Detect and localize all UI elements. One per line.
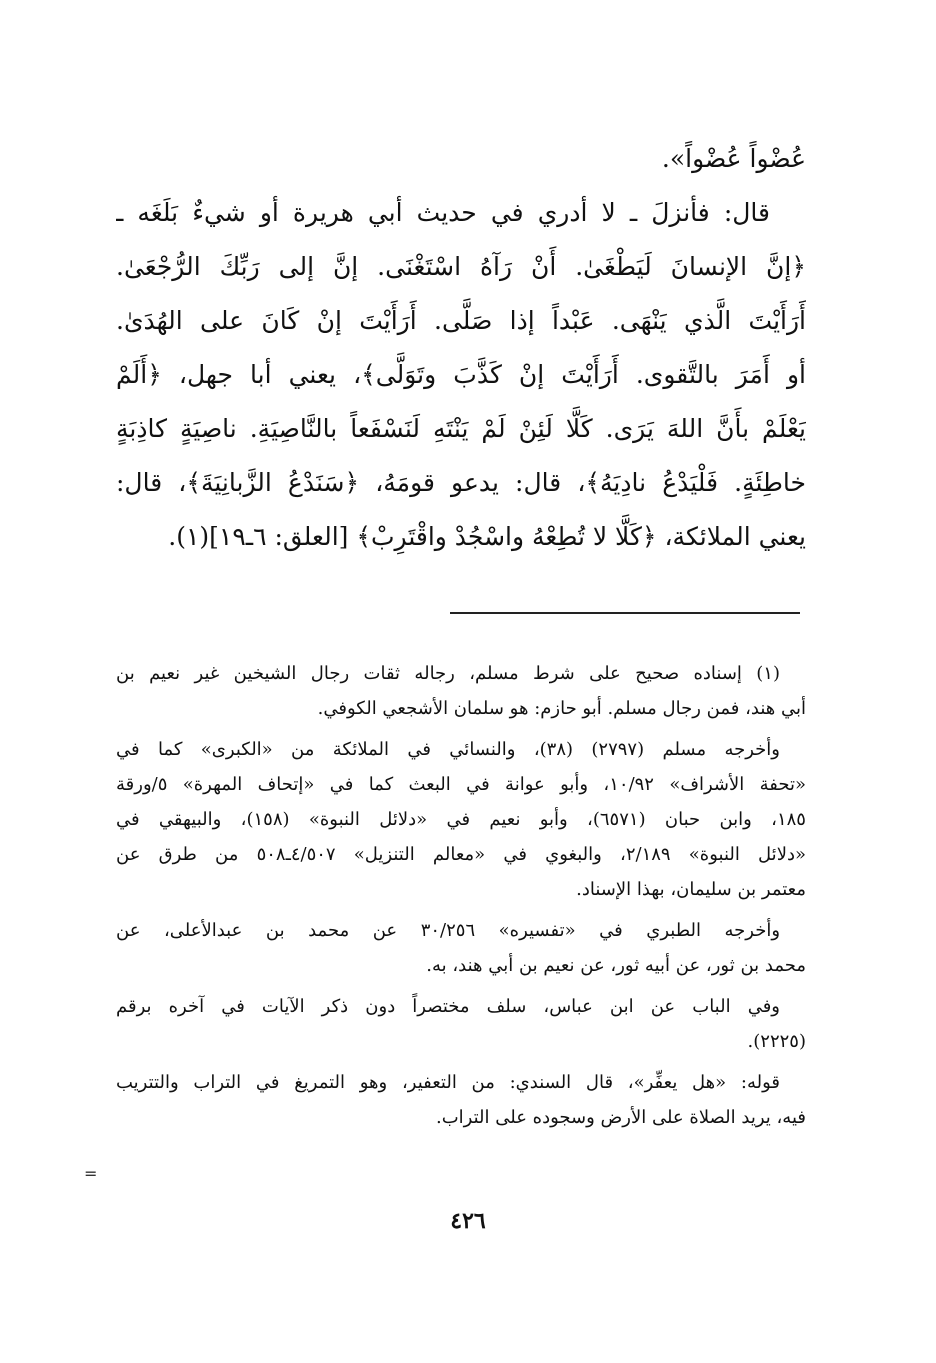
footnote-line-11: (٢٢٢٥). (747, 1031, 806, 1052)
footnote-line-3: وأخرجه مسلم (٢٧٩٧) (٣٨)، والنسائي في الملائكة من «الكبرى» كما في (116, 739, 780, 760)
footnote-line-13: فيه، يريد الصلاة على الأرض وسجوده على التراب. (436, 1107, 806, 1128)
hadith-text (116, 132, 806, 564)
footnote-line-8: وأخرجه الطبري في «تفسيره» ٣٠/٢٥٦ عن محمد بن عبدالأعلى، عن (116, 920, 781, 941)
footnote-line-9: محمد بن ثور، عن أبيه ثور، عن نعيم بن أبي هند، به. (426, 955, 806, 976)
text-line-7: خاطِئَةٍ. فَلْيَدْعُ نادِيَهُ﴾، قال: يدعو قومَهُ، ﴿سَنَدْعُ الزَّبانِيَةَ﴾، قال: (116, 468, 806, 497)
margin-mark: = (84, 1164, 98, 1183)
text-line-4: أَرَأَيْتَ الَّذي يَنْهَى. عَبْداً إذا صَلَّى. أَرَأَيْتَ إنْ كَانَ على الهُدَىٰ. (116, 306, 806, 335)
footnote-line-12: قوله: «هل يعفِّر»، قال السندي: من التعفير، وهو التمريغ في التراب والتتريب (116, 1072, 780, 1093)
footnote-line-5: ١٨٥، وابن حبان (٦٥٧١)، وأبو نعيم في «دلائل النبوة» (١٥٨)، والبيهقي في (116, 809, 806, 830)
footnote-line-6: «دلائل النبوة» ٢/١٨٩، والبغوي في «معالم التنزيل» ٤/٥٠٧ـ٥٠٨ من طرق عن (116, 844, 806, 865)
footnote-line-10: وفي الباب عن ابن عباس، سلف مختصراً دون ذكر الآيات في آخره برقم (116, 996, 780, 1017)
text-line-1: عُضْواً عُضْواً». (661, 144, 806, 173)
footnote-line-4: «تحفة الأشراف» ١٠/٩٢، وأبو عوانة في البعث كما في «إتحاف المهرة» ٥/ورقة (116, 774, 806, 795)
footnote-line-2: أبي هند، فمن رجال مسلم. أبو حازم: هو سلمان الأشجعي الكوفي. (317, 698, 806, 719)
footnote-line-7: معتمر بن سليمان، بهذا الإسناد. (576, 879, 806, 900)
text-line-5: أو أَمَرَ بالتَّقوى. أَرَأَيْتَ إنْ كَذَّبَ وتَوَلَّى﴾، يعني أبا جهل، ﴿أَلَمْ (116, 360, 806, 389)
text-line-3: ﴿إنَّ الإنسانَ لَيَطْغَىٰ. أَنْ رَآهُ اسْتَغْنَى. إنَّ إلى رَبِّكَ الرُّجْعَىٰ. (116, 252, 806, 281)
page-number: ٤٢٦ (450, 1208, 486, 1234)
footnotes (116, 656, 806, 1135)
text-line-6: يَعْلَمْ بأَنَّ اللهَ يَرَى. كَلَّا لَئِنْ لَمْ يَنْتَهِ لَنَسْفَعاً بالنَّاصِيَةِ. ناصِيَةٍ كاذِبَةٍ (116, 414, 806, 443)
text-line-8: يعني الملائكة، ﴿كَلَّا لا تُطِعْهُ واسْجُدْ واقْتَرِبْ﴾ [العلق: ٦ـ١٩](١). (168, 522, 806, 551)
text-line-2: قال: فأنزلَ ـ لا أدري في حديث أبي هريرة أو شيءٌ بَلَغَه ـ (116, 198, 770, 227)
footnote-separator (450, 612, 800, 614)
footnote-line-1: (١) إسناده صحيح على شرط مسلم، رجاله ثقات رجال الشيخين غير نعيم بن (116, 663, 780, 684)
